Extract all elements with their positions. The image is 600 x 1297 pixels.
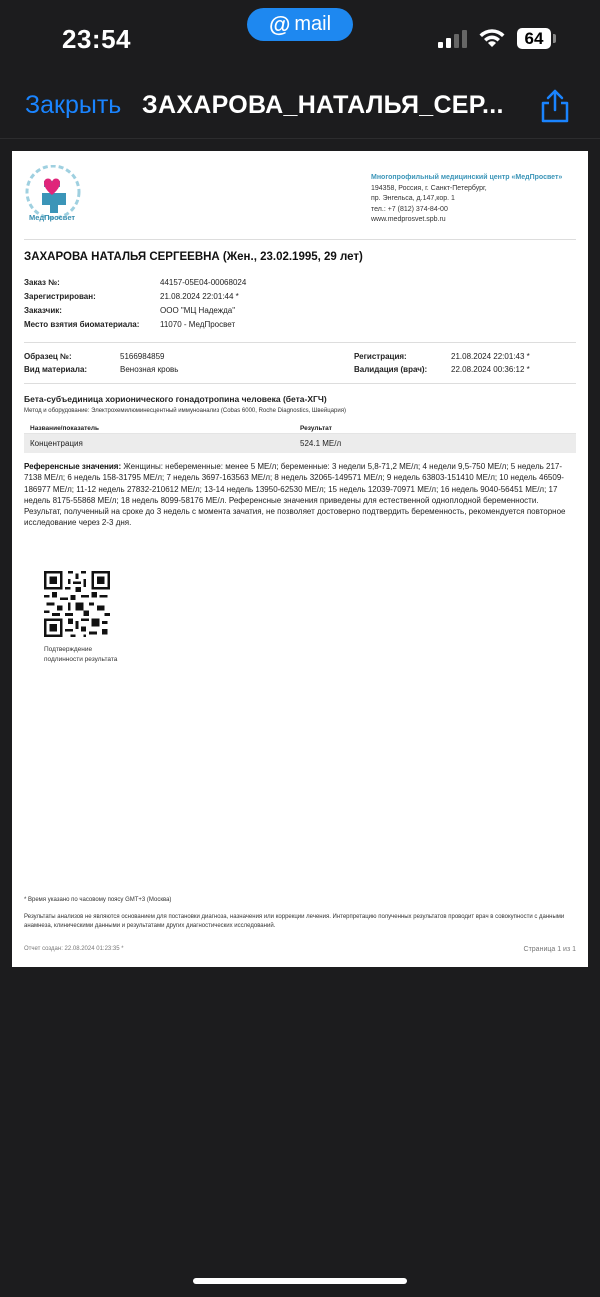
customer-value: ООО "МЦ Надежда" [160, 306, 236, 315]
reference-values [24, 461, 576, 529]
registration-value: 21.08.2024 22:01:43 * [451, 352, 530, 361]
logo-text: МедПросвет [29, 213, 76, 222]
battery-icon: 64 [517, 28, 551, 49]
disclaimer: Результаты анализов не являются основанием для постановки диагноза, назначения или коррекции лечения. Интерпретацию полученных результатов проводит врач в совокупности с данными анамнеза, клиническими данными и результатами других диагностических исследований. [24, 914, 565, 929]
sample-number-value: 5166984859 [120, 352, 165, 361]
row-result: 524.1 МЕ/л [300, 439, 342, 448]
clinic-address-2: пр. Энгельса, д.147,кор. 1 [371, 195, 455, 203]
qr-caption-line-1: Подтверждение [44, 646, 93, 653]
registered-value: 21.08.2024 22:01:44 * [160, 292, 239, 301]
page-number: Страница 1 из 1 [523, 946, 576, 953]
mail-app-pill[interactable] [247, 8, 353, 41]
material-label: Вид материала: [24, 365, 88, 374]
results-table [24, 422, 576, 453]
table-row [24, 434, 576, 453]
sample-number-label: Образец №: [24, 352, 72, 361]
clinic-website: www.medprosvet.spb.ru [371, 216, 446, 224]
order-number-value: 44157-05E04-00068024 [160, 278, 247, 287]
header-result: Результат [300, 425, 332, 432]
registration-label: Регистрация: [354, 352, 407, 361]
share-icon[interactable] [538, 88, 572, 124]
test-method: Метод и оборудование: Электрохемилюминесцентный иммуноанализ (Cobas 6000, Roche Diagnostics, Швейцария) [24, 408, 346, 414]
biomaterial-place-value: 11070 - МедПросвет [160, 320, 236, 329]
battery-tip [553, 34, 556, 43]
reference-values-text: Женщины: небеременные: менее 5 МЕ/л; беременные: 3 недели 5,8-71,2 МЕ/л; 4 недели 9,5-750 МЕ/л; 5 недель 217-7138 МЕ/л; 6 недель 158-31795 МЕ/л; 7 недель 3697-163563 МЕ/л; 8 недель 32065-149571 МЕ/л; 9 недель 63803-151410 МЕ/л; 10 недель 46509-186977 МЕ/л; 11-12 недель 27832-210612 МЕ/л; 13-14 недель 13950-62530 МЕ/л; 15 недель 12039-70971 МЕ/л; 16 недель 9040-56451 МЕ/л; 17 недель 8175-55868 МЕ/л; 18 недель 8099-58176 МЕ/л. Референсные значения приведены для естественной одноплодной беременности. Результат, полученный на сроке до 3 недель с момента зачатия, не позволяет достоверно подтвердить беременность, рекомендуется повторное исследование через 2-3 дня. [24, 462, 566, 528]
qr-caption-line-2: подлинности результата [44, 655, 118, 663]
table-header [24, 422, 576, 434]
divider [24, 239, 576, 240]
clinic-name: Многопрофильный медицинский центр «МедПросвет» [371, 174, 563, 181]
wifi-icon [478, 26, 506, 48]
report-created: Отчет создан: 22.08.2024 01:23:35 * [24, 946, 124, 952]
patient-name: ЗАХАРОВА НАТАЛЬЯ СЕРГЕЕВНА (Жен., 23.02.1995, 29 лет) [24, 251, 363, 263]
status-time: 23:54 [62, 24, 131, 54]
biomaterial-place-label: Место взятия биоматериала: [24, 320, 140, 329]
validation-label: Валидация (врач): [354, 365, 428, 374]
mail-app-label: mail [294, 13, 332, 35]
reference-values-label: Референсные значения: [24, 462, 122, 471]
document-title: ЗАХАРОВА_НАТАЛЬЯ_СЕР... [142, 91, 504, 119]
status-bar [0, 0, 600, 70]
timezone-note: * Время указано по часовому поясу GMT+3 (Москва) [24, 897, 172, 903]
customer-label: Заказчик: [24, 306, 62, 315]
test-title: Бета-субъединица хорионического гонадотропина человека (бета-ХГЧ) [24, 394, 327, 404]
home-indicator[interactable] [193, 1278, 407, 1284]
nav-bar [0, 80, 600, 139]
header-name: Название/показатель [30, 425, 100, 432]
pdf-document[interactable] [12, 151, 588, 967]
at-icon: @ [268, 11, 291, 37]
divider [24, 383, 576, 384]
qr-code[interactable] [44, 571, 110, 637]
validation-value: 22.08.2024 00:36:12 * [451, 365, 530, 374]
qr-caption [44, 645, 117, 664]
clinic-info [371, 173, 562, 226]
row-name: Концентрация [30, 439, 83, 448]
clinic-phone: тел.: +7 (812) 374-84-00 [371, 205, 448, 213]
divider [24, 342, 576, 343]
cellular-signal-icon [438, 30, 468, 48]
registered-label: Зарегистрирован: [24, 292, 96, 301]
material-value: Венозная кровь [120, 365, 179, 374]
close-button[interactable]: Закрыть [25, 91, 122, 119]
order-number-label: Заказ №: [24, 278, 60, 287]
clinic-address-1: 194358, Россия, г. Санкт-Петербург, [371, 184, 487, 192]
